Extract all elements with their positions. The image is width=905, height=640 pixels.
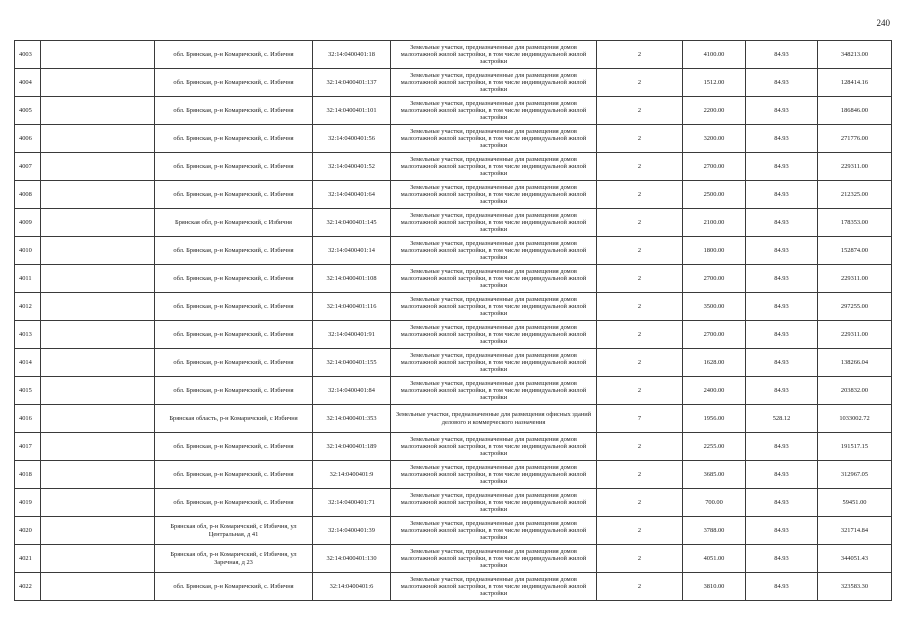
address-cell: обл. Брянская, р-н Комаричский, с. Избичня — [155, 237, 313, 265]
group-cell: 2 — [597, 41, 683, 69]
area-cell: 1628.00 — [683, 349, 746, 377]
empty-cell — [41, 321, 155, 349]
specific-value-cell: 84.93 — [746, 349, 818, 377]
row-number: 4017 — [15, 433, 41, 461]
cadastral-value-cell: 323583.30 — [818, 573, 892, 601]
address-cell: обл. Брянская, р-н Комаричский, с. Избичня — [155, 377, 313, 405]
empty-cell — [41, 237, 155, 265]
table-row — [15, 377, 892, 405]
row-number: 4004 — [15, 69, 41, 97]
land-use-cell: Земельные участки, предназначенные для размещения домов малоэтажной жилой застройки, в том числе индивидуальной жилой застройки — [391, 545, 597, 573]
land-use-cell: Земельные участки, предназначенные для размещения домов малоэтажной жилой застройки, в том числе индивидуальной жилой застройки — [391, 433, 597, 461]
cadastral-value-cell: 271776.00 — [818, 125, 892, 153]
specific-value-cell: 84.93 — [746, 489, 818, 517]
cadastral-number-cell: 32:14:0400401:64 — [313, 181, 391, 209]
specific-value-cell: 84.93 — [746, 265, 818, 293]
table-row — [15, 489, 892, 517]
cadastral-value-cell: 152874.00 — [818, 237, 892, 265]
table-row — [15, 349, 892, 377]
table-row — [15, 41, 892, 69]
group-cell: 2 — [597, 209, 683, 237]
address-cell: Брянская область, р-н Комаричский, с Избичня — [155, 405, 313, 433]
specific-value-cell: 84.93 — [746, 461, 818, 489]
land-use-cell: Земельные участки, предназначенные для размещения домов малоэтажной жилой застройки, в том числе индивидуальной жилой застройки — [391, 321, 597, 349]
specific-value-cell: 84.93 — [746, 97, 818, 125]
table-row — [15, 265, 892, 293]
specific-value-cell: 84.93 — [746, 209, 818, 237]
empty-cell — [41, 517, 155, 545]
group-cell: 2 — [597, 377, 683, 405]
area-cell: 2100.00 — [683, 209, 746, 237]
area-cell: 3685.00 — [683, 461, 746, 489]
land-use-cell: Земельные участки, предназначенные для размещения домов малоэтажной жилой застройки, в том числе индивидуальной жилой застройки — [391, 349, 597, 377]
table-row — [15, 573, 892, 601]
address-cell: обл. Брянская, р-н Комаричский, с. Избичня — [155, 489, 313, 517]
row-number: 4009 — [15, 209, 41, 237]
empty-cell — [41, 349, 155, 377]
cadastral-number-cell: 32:14:0400401:56 — [313, 125, 391, 153]
row-number: 4013 — [15, 321, 41, 349]
cadastral-number-cell: 32:14:0400401:14 — [313, 237, 391, 265]
group-cell: 2 — [597, 293, 683, 321]
row-number: 4012 — [15, 293, 41, 321]
group-cell: 2 — [597, 545, 683, 573]
area-cell: 4051.00 — [683, 545, 746, 573]
row-number: 4018 — [15, 461, 41, 489]
address-cell: обл. Брянская, р-н Комаричский, с. Избичня — [155, 349, 313, 377]
land-use-cell: Земельные участки, предназначенные для размещения офисных зданий делового и коммерческого назначения — [391, 405, 597, 433]
empty-cell — [41, 405, 155, 433]
row-number: 4019 — [15, 489, 41, 517]
group-cell: 2 — [597, 321, 683, 349]
land-valuation-table — [14, 40, 892, 601]
cadastral-number-cell: 32:14:0400401:6 — [313, 573, 391, 601]
cadastral-value-cell: 138266.04 — [818, 349, 892, 377]
group-cell: 2 — [597, 517, 683, 545]
address-cell: обл. Брянская, р-н Комаричский, с. Избичня — [155, 461, 313, 489]
empty-cell — [41, 97, 155, 125]
specific-value-cell: 84.93 — [746, 237, 818, 265]
area-cell: 700.00 — [683, 489, 746, 517]
cadastral-value-cell: 59451.00 — [818, 489, 892, 517]
area-cell: 3500.00 — [683, 293, 746, 321]
group-cell: 2 — [597, 181, 683, 209]
group-cell: 2 — [597, 153, 683, 181]
empty-cell — [41, 545, 155, 573]
area-cell: 2700.00 — [683, 153, 746, 181]
row-number: 4020 — [15, 517, 41, 545]
cadastral-value-cell: 229311.00 — [818, 265, 892, 293]
land-use-cell: Земельные участки, предназначенные для размещения домов малоэтажной жилой застройки, в том числе индивидуальной жилой застройки — [391, 41, 597, 69]
land-use-cell: Земельные участки, предназначенные для размещения домов малоэтажной жилой застройки, в том числе индивидуальной жилой застройки — [391, 489, 597, 517]
group-cell: 2 — [597, 125, 683, 153]
land-use-cell: Земельные участки, предназначенные для размещения домов малоэтажной жилой застройки, в том числе индивидуальной жилой застройки — [391, 265, 597, 293]
area-cell: 3788.00 — [683, 517, 746, 545]
land-use-cell: Земельные участки, предназначенные для размещения домов малоэтажной жилой застройки, в том числе индивидуальной жилой застройки — [391, 181, 597, 209]
table-row — [15, 545, 892, 573]
empty-cell — [41, 265, 155, 293]
row-number: 4006 — [15, 125, 41, 153]
row-number: 4014 — [15, 349, 41, 377]
cadastral-value-cell: 203832.00 — [818, 377, 892, 405]
land-use-cell: Земельные участки, предназначенные для размещения домов малоэтажной жилой застройки, в том числе индивидуальной жилой застройки — [391, 69, 597, 97]
area-cell: 3810.00 — [683, 573, 746, 601]
specific-value-cell: 84.93 — [746, 433, 818, 461]
land-use-cell: Земельные участки, предназначенные для размещения домов малоэтажной жилой застройки, в том числе индивидуальной жилой застройки — [391, 517, 597, 545]
land-use-cell: Земельные участки, предназначенные для размещения домов малоэтажной жилой застройки, в том числе индивидуальной жилой застройки — [391, 461, 597, 489]
group-cell: 2 — [597, 433, 683, 461]
row-number: 4003 — [15, 41, 41, 69]
area-cell: 2200.00 — [683, 97, 746, 125]
address-cell: обл. Брянская, р-н Комаричский, с. Избичня — [155, 125, 313, 153]
empty-cell — [41, 209, 155, 237]
cadastral-number-cell: 32:14:0400401:18 — [313, 41, 391, 69]
group-cell: 2 — [597, 461, 683, 489]
specific-value-cell: 84.93 — [746, 545, 818, 573]
address-cell: обл. Брянская, р-н Комаричский, с. Избичня — [155, 41, 313, 69]
table-row — [15, 125, 892, 153]
address-cell: обл. Брянская, р-н Комаричский, с. Избичня — [155, 573, 313, 601]
specific-value-cell: 84.93 — [746, 153, 818, 181]
cadastral-number-cell: 32:14:0400401:101 — [313, 97, 391, 125]
land-use-cell: Земельные участки, предназначенные для размещения домов малоэтажной жилой застройки, в том числе индивидуальной жилой застройки — [391, 209, 597, 237]
area-cell: 1800.00 — [683, 237, 746, 265]
table-row — [15, 181, 892, 209]
address-cell: обл. Брянская, р-н Комаричский, с. Избичня — [155, 181, 313, 209]
specific-value-cell: 84.93 — [746, 41, 818, 69]
cadastral-value-cell: 1033002.72 — [818, 405, 892, 433]
row-number: 4022 — [15, 573, 41, 601]
cadastral-number-cell: 32:14:0400401:71 — [313, 489, 391, 517]
table-row — [15, 433, 892, 461]
table-row — [15, 405, 892, 433]
cadastral-value-cell: 297255.00 — [818, 293, 892, 321]
address-cell: Брянская обл, р-н Комаричский, с Избичня, ул Центральная, д 41 — [155, 517, 313, 545]
table-row — [15, 209, 892, 237]
group-cell: 2 — [597, 97, 683, 125]
empty-cell — [41, 377, 155, 405]
cadastral-value-cell: 312967.05 — [818, 461, 892, 489]
table-row — [15, 321, 892, 349]
cadastral-number-cell: 32:14:0400401:155 — [313, 349, 391, 377]
table-row — [15, 461, 892, 489]
table-body — [15, 41, 892, 601]
area-cell: 2700.00 — [683, 321, 746, 349]
cadastral-number-cell: 32:14:0400401:84 — [313, 377, 391, 405]
cadastral-number-cell: 32:14:0400401:9 — [313, 461, 391, 489]
row-number: 4015 — [15, 377, 41, 405]
cadastral-number-cell: 32:14:0400401:130 — [313, 545, 391, 573]
row-number: 4010 — [15, 237, 41, 265]
cadastral-number-cell: 32:14:0400401:108 — [313, 265, 391, 293]
land-use-cell: Земельные участки, предназначенные для размещения домов малоэтажной жилой застройки, в том числе индивидуальной жилой застройки — [391, 573, 597, 601]
area-cell: 1956.00 — [683, 405, 746, 433]
row-number: 4011 — [15, 265, 41, 293]
area-cell: 1512.00 — [683, 69, 746, 97]
cadastral-value-cell: 348213.00 — [818, 41, 892, 69]
empty-cell — [41, 293, 155, 321]
group-cell: 2 — [597, 237, 683, 265]
group-cell: 2 — [597, 349, 683, 377]
table-row — [15, 237, 892, 265]
cadastral-value-cell: 178353.00 — [818, 209, 892, 237]
cadastral-value-cell: 229311.00 — [818, 321, 892, 349]
cadastral-value-cell: 229311.00 — [818, 153, 892, 181]
cadastral-number-cell: 32:14:0400401:91 — [313, 321, 391, 349]
specific-value-cell: 84.93 — [746, 69, 818, 97]
area-cell: 2700.00 — [683, 265, 746, 293]
empty-cell — [41, 41, 155, 69]
group-cell: 2 — [597, 265, 683, 293]
empty-cell — [41, 153, 155, 181]
cadastral-number-cell: 32:14:0400401:137 — [313, 69, 391, 97]
row-number: 4007 — [15, 153, 41, 181]
address-cell: обл. Брянская, р-н Комаричский, с. Избичня — [155, 97, 313, 125]
land-use-cell: Земельные участки, предназначенные для размещения домов малоэтажной жилой застройки, в том числе индивидуальной жилой застройки — [391, 125, 597, 153]
address-cell: обл. Брянская, р-н Комаричский, с. Избичня — [155, 433, 313, 461]
address-cell: Брянская обл, р-н Комаричский, с Избичня, ул Заречная, д 23 — [155, 545, 313, 573]
cadastral-number-cell: 32:14:0400401:145 — [313, 209, 391, 237]
row-number: 4016 — [15, 405, 41, 433]
cadastral-value-cell: 128414.16 — [818, 69, 892, 97]
area-cell: 4100.00 — [683, 41, 746, 69]
group-cell: 2 — [597, 489, 683, 517]
land-use-cell: Земельные участки, предназначенные для размещения домов малоэтажной жилой застройки, в том числе индивидуальной жилой застройки — [391, 97, 597, 125]
address-cell: обл. Брянская, р-н Комаричский, с. Избичня — [155, 321, 313, 349]
land-use-cell: Земельные участки, предназначенные для размещения домов малоэтажной жилой застройки, в том числе индивидуальной жилой застройки — [391, 153, 597, 181]
empty-cell — [41, 181, 155, 209]
specific-value-cell: 84.93 — [746, 321, 818, 349]
area-cell: 2400.00 — [683, 377, 746, 405]
specific-value-cell: 84.93 — [746, 377, 818, 405]
land-use-cell: Земельные участки, предназначенные для размещения домов малоэтажной жилой застройки, в том числе индивидуальной жилой застройки — [391, 237, 597, 265]
empty-cell — [41, 573, 155, 601]
row-number: 4005 — [15, 97, 41, 125]
address-cell: обл. Брянская, р-н Комаричский, с. Избичня — [155, 293, 313, 321]
cadastral-value-cell: 321714.84 — [818, 517, 892, 545]
specific-value-cell: 84.93 — [746, 181, 818, 209]
specific-value-cell: 84.93 — [746, 573, 818, 601]
specific-value-cell: 84.93 — [746, 517, 818, 545]
cadastral-number-cell: 32:14:0400401:52 — [313, 153, 391, 181]
table-row — [15, 517, 892, 545]
area-cell: 2500.00 — [683, 181, 746, 209]
cadastral-number-cell: 32:14:0400401:353 — [313, 405, 391, 433]
cadastral-value-cell: 344051.43 — [818, 545, 892, 573]
empty-cell — [41, 125, 155, 153]
address-cell: обл. Брянская, р-н Комаричский, с. Избичня — [155, 153, 313, 181]
empty-cell — [41, 489, 155, 517]
specific-value-cell: 528.12 — [746, 405, 818, 433]
area-cell: 2255.00 — [683, 433, 746, 461]
table-row — [15, 69, 892, 97]
area-cell: 3200.00 — [683, 125, 746, 153]
cadastral-value-cell: 212325.00 — [818, 181, 892, 209]
cadastral-value-cell: 191517.15 — [818, 433, 892, 461]
empty-cell — [41, 461, 155, 489]
group-cell: 2 — [597, 69, 683, 97]
empty-cell — [41, 433, 155, 461]
cadastral-number-cell: 32:14:0400401:39 — [313, 517, 391, 545]
land-use-cell: Земельные участки, предназначенные для размещения домов малоэтажной жилой застройки, в том числе индивидуальной жилой застройки — [391, 293, 597, 321]
row-number: 4021 — [15, 545, 41, 573]
empty-cell — [41, 69, 155, 97]
specific-value-cell: 84.93 — [746, 293, 818, 321]
table-row — [15, 97, 892, 125]
table-row — [15, 293, 892, 321]
cadastral-value-cell: 186846.00 — [818, 97, 892, 125]
table-row — [15, 153, 892, 181]
group-cell: 2 — [597, 573, 683, 601]
cadastral-number-cell: 32:14:0400401:116 — [313, 293, 391, 321]
address-cell: обл. Брянская, р-н Комаричский, с. Избичня — [155, 265, 313, 293]
page-number: 240 — [876, 18, 890, 28]
row-number: 4008 — [15, 181, 41, 209]
group-cell: 7 — [597, 405, 683, 433]
specific-value-cell: 84.93 — [746, 125, 818, 153]
cadastral-number-cell: 32:14:0400401:189 — [313, 433, 391, 461]
address-cell: обл. Брянская, р-н Комаричский, с. Избичня — [155, 69, 313, 97]
address-cell: Брянская обл, р-н Комаричский, с Избичня — [155, 209, 313, 237]
land-use-cell: Земельные участки, предназначенные для размещения домов малоэтажной жилой застройки, в том числе индивидуальной жилой застройки — [391, 377, 597, 405]
